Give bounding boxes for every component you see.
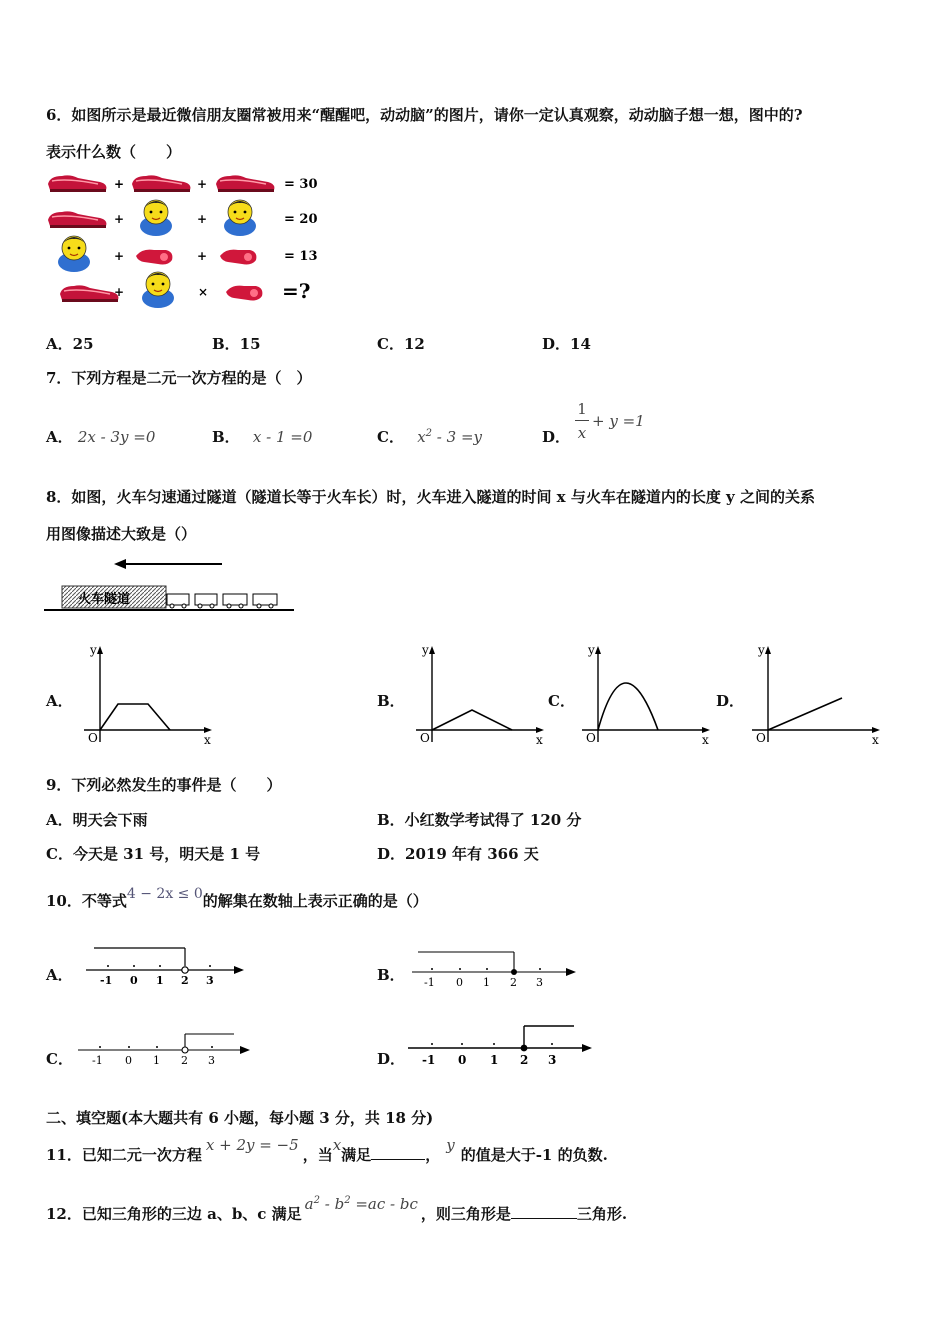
q8-graph-c[interactable]: [578, 642, 718, 750]
q8-train-figure: [44, 556, 298, 614]
q9-option-c[interactable]: C．今天是 31 号，明天是 1 号: [46, 845, 261, 863]
svg-text:2: 2: [181, 1054, 188, 1067]
fraction-bar: [575, 420, 589, 421]
svg-text:-1: -1: [92, 1054, 103, 1067]
q8-option-d[interactable]: D．: [716, 692, 745, 710]
shoe-icon: [48, 175, 106, 192]
origin-label: O: [756, 731, 766, 745]
svg-text:+: +: [114, 285, 125, 299]
q11-var-y: y: [446, 1136, 455, 1154]
svg-text:3: 3: [536, 976, 543, 989]
svg-text:+: +: [197, 212, 208, 226]
q6-eq3: = 13: [284, 249, 318, 264]
boy-icon: [142, 272, 174, 308]
q7-option-d-label: D．: [542, 428, 571, 446]
q10-numberline-c[interactable]: [76, 1028, 254, 1072]
q6-eq1: = 30: [284, 177, 318, 192]
q11-var-x: x: [332, 1136, 342, 1154]
svg-text:-1: -1: [422, 1053, 436, 1067]
q8-option-b[interactable]: B．: [377, 692, 405, 710]
boy-icon: [140, 200, 172, 236]
q9-stem: 9．下列必然发生的事件是（ ）: [46, 776, 282, 794]
q7-option-b-expr: x - 1 =0: [252, 428, 313, 446]
q10-option-d[interactable]: D．: [377, 1050, 406, 1068]
q11-equation: x + 2y = −5: [205, 1136, 299, 1154]
section2-title: 二、填空题(本大题共有 6 小题，每小题 3 分，共 18 分): [46, 1109, 434, 1127]
q6-stem-line2: 表示什么数（ ）: [46, 143, 182, 161]
origin-label: O: [88, 731, 98, 745]
q8-graph-b[interactable]: [412, 642, 552, 750]
q11-blank[interactable]: [371, 1145, 425, 1160]
q8-option-c[interactable]: C．: [548, 692, 575, 710]
svg-text:0: 0: [456, 976, 463, 989]
q6-eq2: = 20: [284, 212, 318, 227]
q6-eq4: =?: [282, 279, 311, 303]
q10-numberline-d[interactable]: [406, 1020, 596, 1070]
x-axis-label: x: [536, 733, 543, 747]
svg-text:+: +: [197, 177, 208, 191]
svg-text:2: 2: [520, 1053, 529, 1067]
svg-text:1: 1: [483, 976, 490, 989]
arrow-left-icon: [114, 559, 126, 569]
shoe-icon: [132, 175, 190, 192]
origin-label: O: [420, 731, 430, 745]
q10-stem: 10．不等式4 − 2x ≤ 0的解集在数轴上表示正确的是（）: [46, 886, 428, 910]
q7-option-c-expr: $x^2 - 3 =y$: [417, 428, 482, 446]
train-car: [253, 594, 277, 605]
boy-icon: [224, 200, 256, 236]
q8-option-a[interactable]: A．: [46, 692, 73, 710]
shoe-icon: [48, 211, 106, 228]
q7-option-a-expr: 2x - 3y =0: [77, 428, 156, 446]
q10-inequality: 4 − 2x ≤ 0: [126, 886, 203, 902]
tunnel-label: 火车隧道: [78, 592, 131, 607]
svg-text:2: 2: [510, 976, 517, 989]
boy-icon: [58, 236, 90, 272]
q10-option-a[interactable]: A．: [46, 966, 73, 984]
shoe-icon: [216, 175, 274, 192]
q9-option-a[interactable]: A．明天会下雨: [46, 811, 148, 829]
origin-label: O: [586, 731, 596, 745]
svg-text:×: ×: [198, 285, 209, 299]
svg-text:3: 3: [206, 974, 214, 987]
x-axis-label: x: [702, 733, 709, 747]
q7-option-a-label: A．: [46, 428, 73, 446]
q6-option-c[interactable]: C．12: [377, 335, 425, 353]
q8-graph-d[interactable]: [748, 642, 888, 750]
q10-numberline-a[interactable]: [84, 940, 248, 990]
q12-text: 12．已知三角形的三边 a、b、c 满足$a^2 - b^2 =ac$ - bc，则三角形是 三角形.: [46, 1195, 628, 1223]
svg-text:1: 1: [153, 1054, 160, 1067]
q7-option-d[interactable]: [542, 426, 570, 447]
q7-option-b[interactable]: [212, 426, 312, 447]
q7-stem: 7．下列方程是二元一次方程的是（ ）: [46, 369, 312, 387]
svg-text:+: +: [114, 249, 125, 263]
q7-option-c[interactable]: [377, 426, 482, 447]
train-car: [195, 594, 217, 605]
whistle-icon: [226, 286, 262, 301]
whistle-icon: [220, 250, 256, 265]
q12-blank[interactable]: [511, 1204, 577, 1219]
q8-graph-a[interactable]: [80, 642, 220, 750]
svg-text:0: 0: [130, 974, 138, 987]
svg-text:0: 0: [458, 1053, 467, 1067]
q10-numberline-b[interactable]: [410, 946, 580, 992]
svg-text:+: +: [114, 177, 125, 191]
train-car: [223, 594, 247, 605]
q8-stem-line1: 8．如图，火车匀速通过隧道（隧道长等于火车长）时，火车进入隧道的时间 x 与火车在隧道内的长度 y 之间的关系: [46, 488, 815, 506]
q10-option-b[interactable]: B．: [377, 966, 405, 984]
q7-d-numerator: 1: [577, 400, 587, 418]
svg-text:-1: -1: [424, 976, 435, 989]
q6-option-a[interactable]: A．25: [46, 335, 94, 353]
svg-text:1: 1: [156, 974, 164, 987]
q7-option-b-label: B．: [212, 428, 240, 446]
svg-text:1: 1: [490, 1053, 499, 1067]
q6-puzzle-figure: [46, 166, 336, 312]
q6-stem-line1: 6．如图所示是最近微信朋友圈常被用来“醒醒吧，动动脑”的图片，请你一定认真观察，动动脑子想一想，图中的?: [46, 106, 803, 124]
y-axis-label: y: [422, 643, 429, 657]
svg-text:3: 3: [208, 1054, 215, 1067]
q10-option-c[interactable]: C．: [46, 1050, 73, 1068]
svg-text:-1: -1: [100, 974, 113, 987]
y-axis-label: y: [90, 643, 97, 657]
q12-equation: $a^2 - b^2 =ac$ - bc: [304, 1195, 418, 1213]
q7-option-c-label: C．: [377, 428, 404, 446]
svg-text:+: +: [197, 249, 208, 263]
svg-text:2: 2: [181, 974, 189, 987]
q11-text: 11．已知二元一次方程x + 2y = −5，当x满足 ，y的值是大于-1 的负数.: [46, 1136, 608, 1164]
q7-d-rest: + y =1: [592, 412, 645, 430]
q7-option-a[interactable]: [46, 426, 155, 447]
q7-d-denominator: x: [577, 424, 587, 442]
q9-option-d[interactable]: D．2019 年有 366 天: [377, 845, 539, 863]
shoe-icon: [60, 285, 118, 302]
x-axis-label: x: [204, 733, 211, 747]
svg-text:3: 3: [548, 1053, 557, 1067]
svg-text:+: +: [114, 212, 125, 226]
q9-option-b[interactable]: B．小红数学考试得了 120 分: [377, 811, 582, 829]
whistle-icon: [136, 250, 172, 265]
x-axis-label: x: [872, 733, 879, 747]
q8-stem-line2: 用图像描述大致是（）: [46, 525, 197, 543]
y-axis-label: y: [758, 643, 765, 657]
q6-option-d[interactable]: D．14: [542, 335, 591, 353]
y-axis-label: y: [588, 643, 595, 657]
svg-text:0: 0: [125, 1054, 132, 1067]
train-car: [167, 594, 189, 605]
q6-option-b[interactable]: B．15: [212, 335, 261, 353]
